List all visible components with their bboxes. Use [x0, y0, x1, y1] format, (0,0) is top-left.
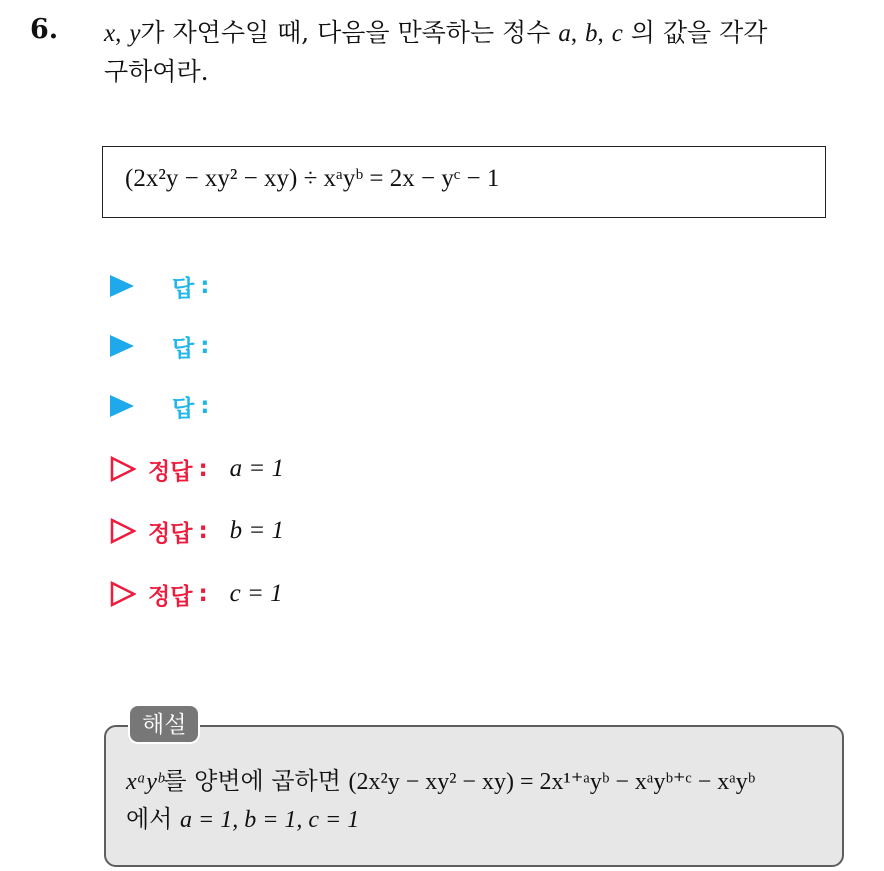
answer-blank-3[interactable]	[110, 386, 209, 426]
correct-answer-colon: :	[198, 581, 208, 607]
correct-answer-3	[110, 574, 283, 614]
correct-answer-label: 정답	[148, 520, 193, 547]
answer-label: 답	[172, 275, 195, 302]
equation-box	[102, 146, 826, 218]
answer-colon: :	[200, 393, 210, 419]
correct-answer-colon: :	[198, 456, 208, 482]
problem-statement: x, y가 자연수일 때, 다음을 만족하는 정수 a, b, c 의 값을 각각 구하여라.	[104, 18, 768, 86]
var-b: b	[585, 20, 598, 47]
problem-text-1: 가 자연수일 때, 다음을 만족하는 정수	[140, 18, 551, 47]
var-a: a	[558, 20, 571, 47]
explanation-text-2: 에서	[126, 805, 173, 833]
answer-colon: :	[200, 333, 210, 359]
problem-text-2: 의 값을 각각	[630, 18, 768, 47]
problem-number: 6.	[30, 14, 59, 45]
answer-label: 답	[172, 395, 195, 422]
answer-blank-1[interactable]	[110, 266, 209, 306]
explanation-line-1	[126, 761, 755, 796]
explanation-values: a = 1, b = 1, c = 1	[180, 807, 360, 833]
explanation-panel	[104, 725, 844, 867]
answer-blank-2[interactable]	[110, 326, 209, 366]
correct-answer-value: c = 1	[229, 580, 283, 607]
correct-answer-label: 정답	[148, 583, 193, 610]
var-c: c	[611, 20, 623, 47]
outline-triangle-icon	[110, 581, 136, 607]
explanation-equation: (2x²y − xy² − xy) = 2x¹⁺ᵃyᵇ − xᵃyᵇ⁺ᶜ − xᵃyᵇ	[348, 769, 756, 795]
play-triangle-icon	[110, 335, 134, 357]
explanation-expr: xᵃyᵇ	[126, 769, 164, 795]
explanation-tag: 해설	[128, 704, 200, 744]
correct-answer-label: 정답	[148, 458, 193, 485]
outline-triangle-icon	[110, 456, 136, 482]
play-triangle-icon	[110, 275, 134, 297]
play-triangle-icon	[110, 395, 134, 417]
var-y: y	[129, 20, 141, 47]
explanation-line-2	[126, 799, 359, 834]
explanation-text-1: 를 양변에 곱하면	[163, 767, 341, 795]
outline-triangle-icon	[110, 518, 136, 544]
answer-colon: :	[200, 273, 210, 299]
var-x: x	[104, 20, 116, 47]
correct-answer-value: b = 1	[229, 517, 285, 544]
correct-answer-1	[110, 449, 284, 489]
correct-answer-colon: :	[198, 518, 208, 544]
problem-text-3: 구하여라.	[104, 57, 209, 86]
correct-answer-value: a = 1	[229, 455, 285, 482]
correct-answer-2	[110, 511, 284, 551]
equation-text: (2x²y − xy² − xy) ÷ xᵃyᵇ = 2x − yᶜ − 1	[125, 165, 500, 192]
answer-label: 답	[172, 335, 195, 362]
